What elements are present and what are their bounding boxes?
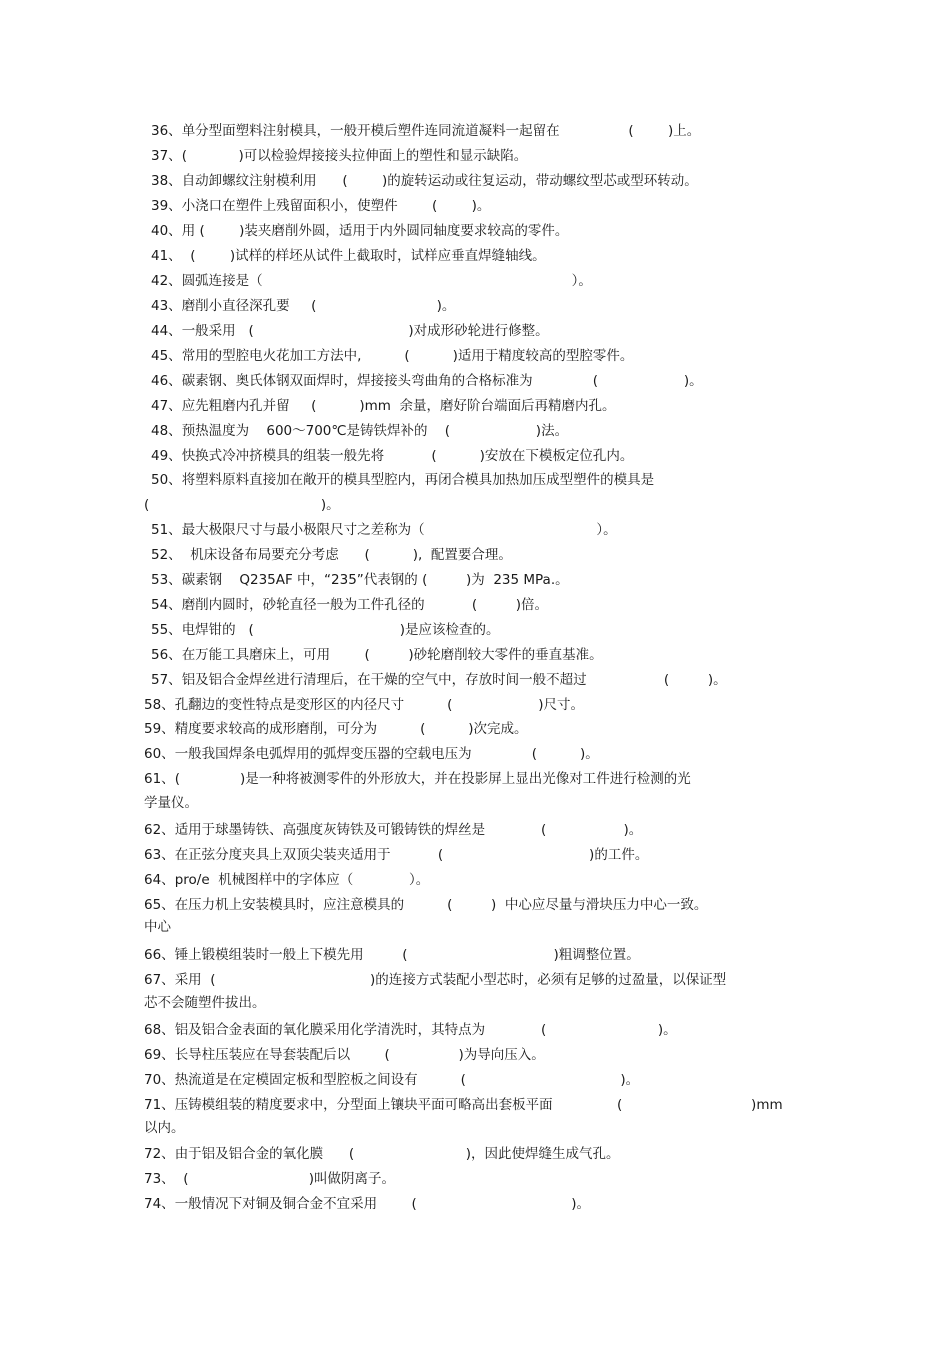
question-number: 40、 [151,223,182,239]
question-number: 52、 [151,547,182,563]
question-text: 精度要求较高的成形磨削，可分为 ( )次完成。 [174,721,528,737]
question-text: 在正弦分度夹具上双顶尖装夹适用于 ( )的工件。 [174,847,649,863]
question-number: 49、 [151,448,182,464]
question-44 [151,322,549,340]
question-56 [151,646,603,664]
question-text: 由于铝及铝合金的氧化膜 ( )，因此使焊缝生成气孔。 [174,1146,620,1162]
question-71-cont [144,1119,185,1137]
question-number: 73、 [144,1171,175,1187]
question-text: 最大极限尺寸与最小极限尺寸之差称为（ ）。 [181,522,617,538]
question-number: 57、 [151,672,182,688]
question-64 [144,871,429,889]
question-47 [151,397,615,415]
question-61-cont [144,794,198,812]
question-text: 机床设备布局要充分考虑 ( ), 配置要合理。 [181,547,512,563]
question-text: 以内。 [144,1120,185,1136]
question-text: 在万能工具磨床上，可用 ( )砂轮磨削较大零件的垂直基准。 [181,647,603,663]
question-text: 长导柱压装应在导套装配后以 ( )为导向压入。 [174,1047,545,1063]
question-text: ( )试样的样坯从试件上截取时，试样应垂直焊缝轴线。 [181,248,546,264]
question-text: 圆弧连接是（ ）。 [181,273,592,289]
question-number: 45、 [151,348,182,364]
question-text: 快换式冷冲挤模具的组装一般先将 ( )安放在下模板定位孔内。 [181,448,634,464]
question-text: 锤上锻模组装时一般上下模先用 ( )粗调整位置。 [174,947,640,963]
question-number: 69、 [144,1047,175,1063]
question-number: 71、 [144,1097,175,1113]
question-57 [151,671,727,689]
question-number: 68、 [144,1022,175,1038]
question-number: 59、 [144,721,175,737]
question-text: 热流道是在定模固定板和型腔板之间设有 ( )。 [174,1072,640,1088]
question-text: 学量仪。 [144,795,198,811]
question-number: 70、 [144,1072,175,1088]
question-number: 66、 [144,947,175,963]
question-number: 72、 [144,1146,175,1162]
question-number: 51、 [151,522,182,538]
question-number: 42、 [151,273,182,289]
question-number: 74、 [144,1196,175,1212]
question-text: 碳素钢 Q235AF 中，“235”代表钢的 ( )为 235 MPa.。 [181,572,569,588]
question-text: 一般采用 ( )对成形砂轮进行修整。 [181,323,549,339]
question-number: 44、 [151,323,182,339]
question-43 [151,297,455,315]
question-55 [151,621,500,639]
question-number: 43、 [151,298,182,314]
question-number: 61、 [144,771,175,787]
question-53 [151,571,569,589]
question-number: 60、 [144,746,175,762]
question-38 [151,172,698,190]
question-60 [144,745,599,763]
question-number: 63、 [144,847,175,863]
question-number: 54、 [151,597,182,613]
question-46 [151,372,703,390]
question-39 [151,197,490,215]
question-61 [144,770,691,788]
question-text: 常用的型腔电火花加工方法中, ( )适用于精度较高的型腔零件。 [181,348,634,364]
question-41 [151,247,546,265]
question-36 [151,122,700,140]
question-number: 58、 [144,697,175,713]
question-text: 预热温度为 600～700℃是铸铁焊补的 ( )法。 [181,423,569,439]
question-number: 64、 [144,872,175,888]
question-62 [144,821,642,839]
question-text: 一般情况下对铜及铜合金不宜采用 ( )。 [174,1196,591,1212]
question-number: 41、 [151,248,182,264]
question-63 [144,846,648,864]
question-54 [151,596,548,614]
question-number: 46、 [151,373,182,389]
question-37 [151,147,527,165]
question-number: 39、 [151,198,182,214]
question-number: 50、 [151,472,182,488]
question-50 [151,471,654,489]
question-48 [151,422,568,440]
question-number: 67、 [144,972,175,988]
question-text: 磨削内圆时，砂轮直径一般为工件孔径的 ( )倍。 [181,597,549,613]
question-text: ( )叫做阴离子。 [174,1171,395,1187]
question-50-cont [144,496,340,514]
question-text: 芯不会随塑件拔出。 [144,995,266,1011]
question-text: ( )。 [144,497,340,513]
question-65-cont [144,918,171,936]
question-67-cont [144,994,266,1012]
question-text: 应先粗磨内孔并留 ( )mm 余量，磨好阶台端面后再精磨内孔。 [181,398,616,414]
question-number: 47、 [151,398,182,414]
question-text: 一般我国焊条电弧焊用的弧焊变压器的空载电压为 ( )。 [174,746,599,762]
question-73 [144,1170,395,1188]
question-text: 碳素钢、奥氏体钢双面焊时，焊接接头弯曲角的合格标准为 ( )。 [181,373,703,389]
question-49 [151,447,633,465]
question-72 [144,1145,620,1163]
question-58 [144,696,584,714]
question-text: 将塑料原料直接加在敞开的模具型腔内，再闭合模具加热加压成型塑件的模具是 [181,472,655,488]
question-59 [144,720,528,738]
question-45 [151,347,633,365]
question-text: pro/e 机械图样中的字体应（ ）。 [174,872,430,888]
question-text: 用 ( )装夹磨削外圆，适用于内外圆同轴度要求较高的零件。 [181,223,569,239]
question-67 [144,971,726,989]
question-40 [151,222,568,240]
question-number: 56、 [151,647,182,663]
question-text: 铝及铝合金焊丝进行清理后，在干燥的空气中，存放时间一般不超过 ( )。 [181,672,727,688]
question-number: 37、 [151,148,182,164]
question-text: 采用 ( )的连接方式装配小型芯时，必须有足够的过盈量，以保证型 [174,972,727,988]
question-number: 53、 [151,572,182,588]
question-68 [144,1021,677,1039]
question-number: 55、 [151,622,182,638]
question-text: 自动卸螺纹注射模利用 ( )的旋转运动或往复运动，带动螺纹型芯或型环转动。 [181,173,698,189]
question-text: 铝及铝合金表面的氧化膜采用化学清洗时，其特点为 ( )。 [174,1022,677,1038]
question-71 [144,1096,783,1114]
question-text: ( )是一种将被测零件的外形放大，并在投影屏上显出光像对工件进行检测的光 [174,771,691,787]
question-text: 压铸模组装的精度要求中，分型面上镶块平面可略高出套板平面 ( )mm [174,1097,783,1113]
question-42 [151,272,592,290]
question-66 [144,946,640,964]
question-51 [151,521,617,539]
question-number: 36、 [151,123,182,139]
question-text: ( )可以检验焊接接头拉伸面上的塑性和显示缺陷。 [181,148,528,164]
question-text: 单分型面塑料注射模具，一般开模后塑件连同流道凝料一起留在 ( )上。 [181,123,701,139]
question-74 [144,1195,590,1213]
question-number: 62、 [144,822,175,838]
question-text: 小浇口在塑件上残留面积小，使塑件 ( )。 [181,198,491,214]
question-70 [144,1071,639,1089]
question-text: 电焊钳的 ( )是应该检查的。 [181,622,500,638]
question-number: 48、 [151,423,182,439]
question-52 [151,546,512,564]
question-65 [144,896,707,914]
question-number: 65、 [144,897,175,913]
question-number: 38、 [151,173,182,189]
question-text: 在压力机上安装模具时，应注意模具的 ( ) 中心应尽量与滑块压力中心一致。 [174,897,708,913]
question-text: 适用于球墨铸铁、高强度灰铸铁及可锻铸铁的焊丝是 ( )。 [174,822,643,838]
question-69 [144,1046,545,1064]
question-text: 磨削小直径深孔要 ( )。 [181,298,456,314]
question-text: 中心 [144,919,171,935]
question-text: 孔翻边的变性特点是变形区的内径尺寸 ( )尺寸。 [174,697,584,713]
